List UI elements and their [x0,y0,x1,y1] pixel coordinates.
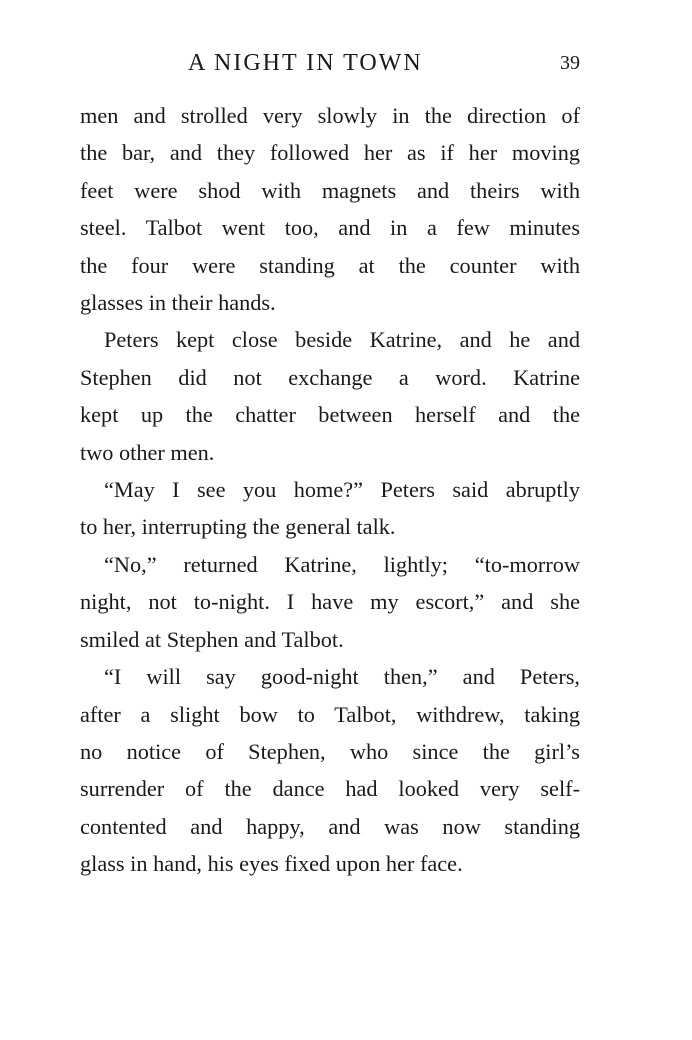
text-line: the bar, and they followed her as if her moving [80,140,580,166]
text-line: contented and happy, and was now standing [80,813,580,839]
text-line: Peters kept close beside Katrine, and he and [104,327,580,353]
paragraph [80,546,580,658]
text-line: feet were shod with magnets and theirs with [80,177,580,203]
text-line: no notice of Stephen, who since the girl’s [80,738,580,764]
paragraph [80,658,580,882]
text-line: to her, interrupting the general talk. [80,514,396,540]
text-line: after a slight bow to Talbot, withdrew, taking [80,701,580,727]
text-line: glass in hand, his eyes fixed upon her face. [80,851,463,877]
text-line: Stephen did not exchange a word. Katrine [80,364,580,390]
text-line: kept up the chatter between herself and the [80,402,580,428]
text-line: men and strolled very slowly in the direction of [80,103,580,128]
running-head [80,50,580,80]
running-title: A NIGHT IN TOWN [188,50,423,76]
text-line: “I will say good-night then,” and Peters, [104,664,580,690]
paragraph [80,97,580,321]
text-line: the four were standing at the counter with [80,252,580,278]
page-number: 39 [560,52,580,74]
text-line: two other men. [80,439,215,465]
text-line: smiled at Stephen and Talbot. [80,626,344,652]
text-line: night, not to-night. I have my escort,” and she [80,589,580,615]
text-line: “May I see you home?” Peters said abruptly [104,477,580,503]
text-line: surrender of the dance had looked very self- [80,776,580,802]
text-line: glasses in their hands. [80,290,276,316]
text-line: steel. Talbot went too, and in a few minutes [80,215,580,241]
text-line: “No,” returned Katrine, lightly; “to-morrow [104,551,580,577]
body-text [80,97,580,883]
paragraph [80,321,580,471]
paragraph [80,471,580,546]
